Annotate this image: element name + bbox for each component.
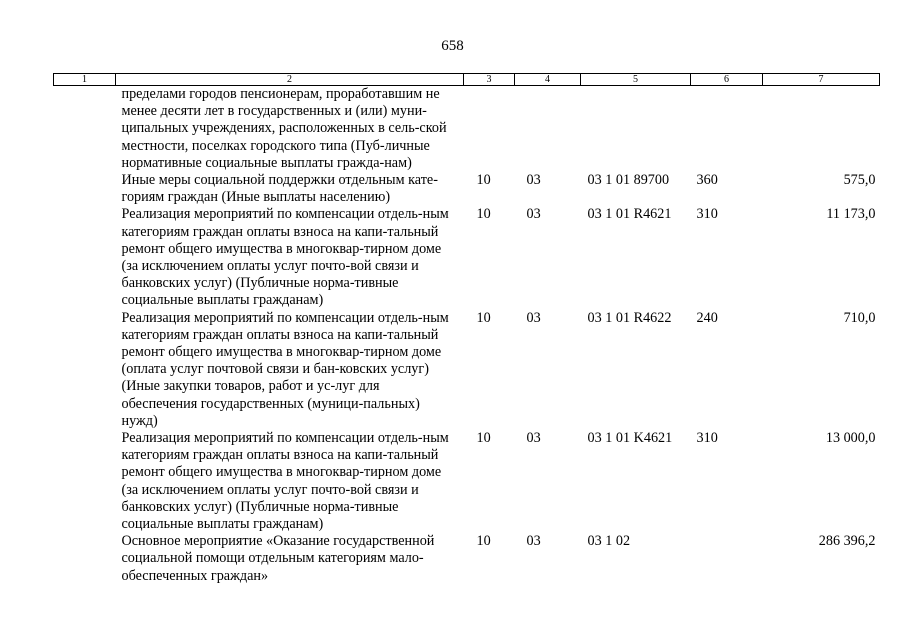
cell-blank [54,206,116,309]
row-description: Реализация мероприятий по компенсации отдель-ным категориям граждан оплаты взноса на капи-тальный ремонт общего имущества в многоквар-тирном доме (за исключением оплаты услуг почто-вой связи и банковских услуг) (Публичные норма-тивные социальные выплаты гражданам) [121,206,449,309]
target-article-code: 03 1 01 R4621 [587,206,672,223]
expense-type-code: 310 [696,206,718,223]
subsection-code: 03 [526,172,541,189]
column-header-4: 4 [515,74,581,86]
amount: 575,0 [843,172,876,189]
subsection-code: 03 [526,206,541,223]
page-number: 658 [441,38,464,54]
section-code [464,86,515,173]
section-code: 10 [476,430,491,447]
column-header-5: 5 [581,74,691,86]
table-row [54,206,880,309]
cell-blank [54,86,116,173]
budget-table [53,73,880,585]
cell-blank [54,430,116,533]
cell-blank [54,172,116,206]
section-code: 10 [476,309,491,326]
column-header-1: 1 [54,74,116,86]
section-code: 10 [476,206,491,223]
cell-blank [54,310,116,430]
amount: 286 396,2 [818,533,876,550]
column-header-7: 7 [763,74,880,86]
amount [763,86,880,173]
section-code: 10 [476,533,491,550]
column-number-header-row [54,74,880,86]
subsection-code: 03 [526,309,541,326]
expense-type-code [691,86,763,173]
row-description: Иные меры социальной поддержки отдельным кате-гориям граждан (Иные выплаты населению) [121,172,438,206]
table-row [54,533,880,585]
column-header-2: 2 [116,74,464,86]
target-article-code: 03 1 02 [587,533,631,550]
column-header-6: 6 [691,74,763,86]
target-article-code [581,86,691,173]
amount: 11 173,0 [826,206,876,223]
table-row [54,172,880,206]
table-row [54,86,880,173]
section-code: 10 [476,172,491,189]
column-header-3: 3 [464,74,515,86]
row-description: Реализация мероприятий по компенсации отдель-ным категориям граждан оплаты взноса на капи-тальный ремонт общего имущества в многоквар-тирном доме (за исключением оплаты услуг почто-вой связи и банковских услуг) (Публичные норма-тивные социальные выплаты гражданам) [121,430,449,533]
table-row [54,430,880,533]
target-article-code: 03 1 01 89700 [587,172,670,189]
subsection-code: 03 [526,430,541,447]
subsection-code [515,86,581,173]
expense-type-code: 310 [696,430,718,447]
target-article-code: 03 1 01 K4621 [587,430,673,447]
row-description: Реализация мероприятий по компенсации отдель-ным категориям граждан оплаты взноса на капи-тальный ремонт общего имущества в многоквар-тирном доме (оплата услуг почтовой связи и бан-ковских услуг) (Иные закупки товаров, работ и ус-луг для обеспечения государственных (муници-пальных) нужд) [121,309,449,429]
row-description: Основное мероприятие «Оказание государственной социальной помощи отдельным категориям мало-обеспеченных граждан» [121,533,435,584]
table-row [54,310,880,430]
expense-type-code [691,533,763,585]
subsection-code: 03 [526,533,541,550]
amount: 710,0 [843,309,876,326]
cell-blank [54,533,116,585]
row-description: пределами городов пенсионерам, проработавшим не менее десяти лет в государственных и (или) муни-ципальных учреждениях, расположенных в сель-ской местности, поселках городского типа (Пуб-личные нормативные социальные выплаты гражда-нам) [121,86,447,171]
expense-type-code: 240 [696,309,718,326]
target-article-code: 03 1 01 R4622 [587,309,672,326]
amount: 13 000,0 [825,430,876,447]
expense-type-code: 360 [696,172,718,189]
